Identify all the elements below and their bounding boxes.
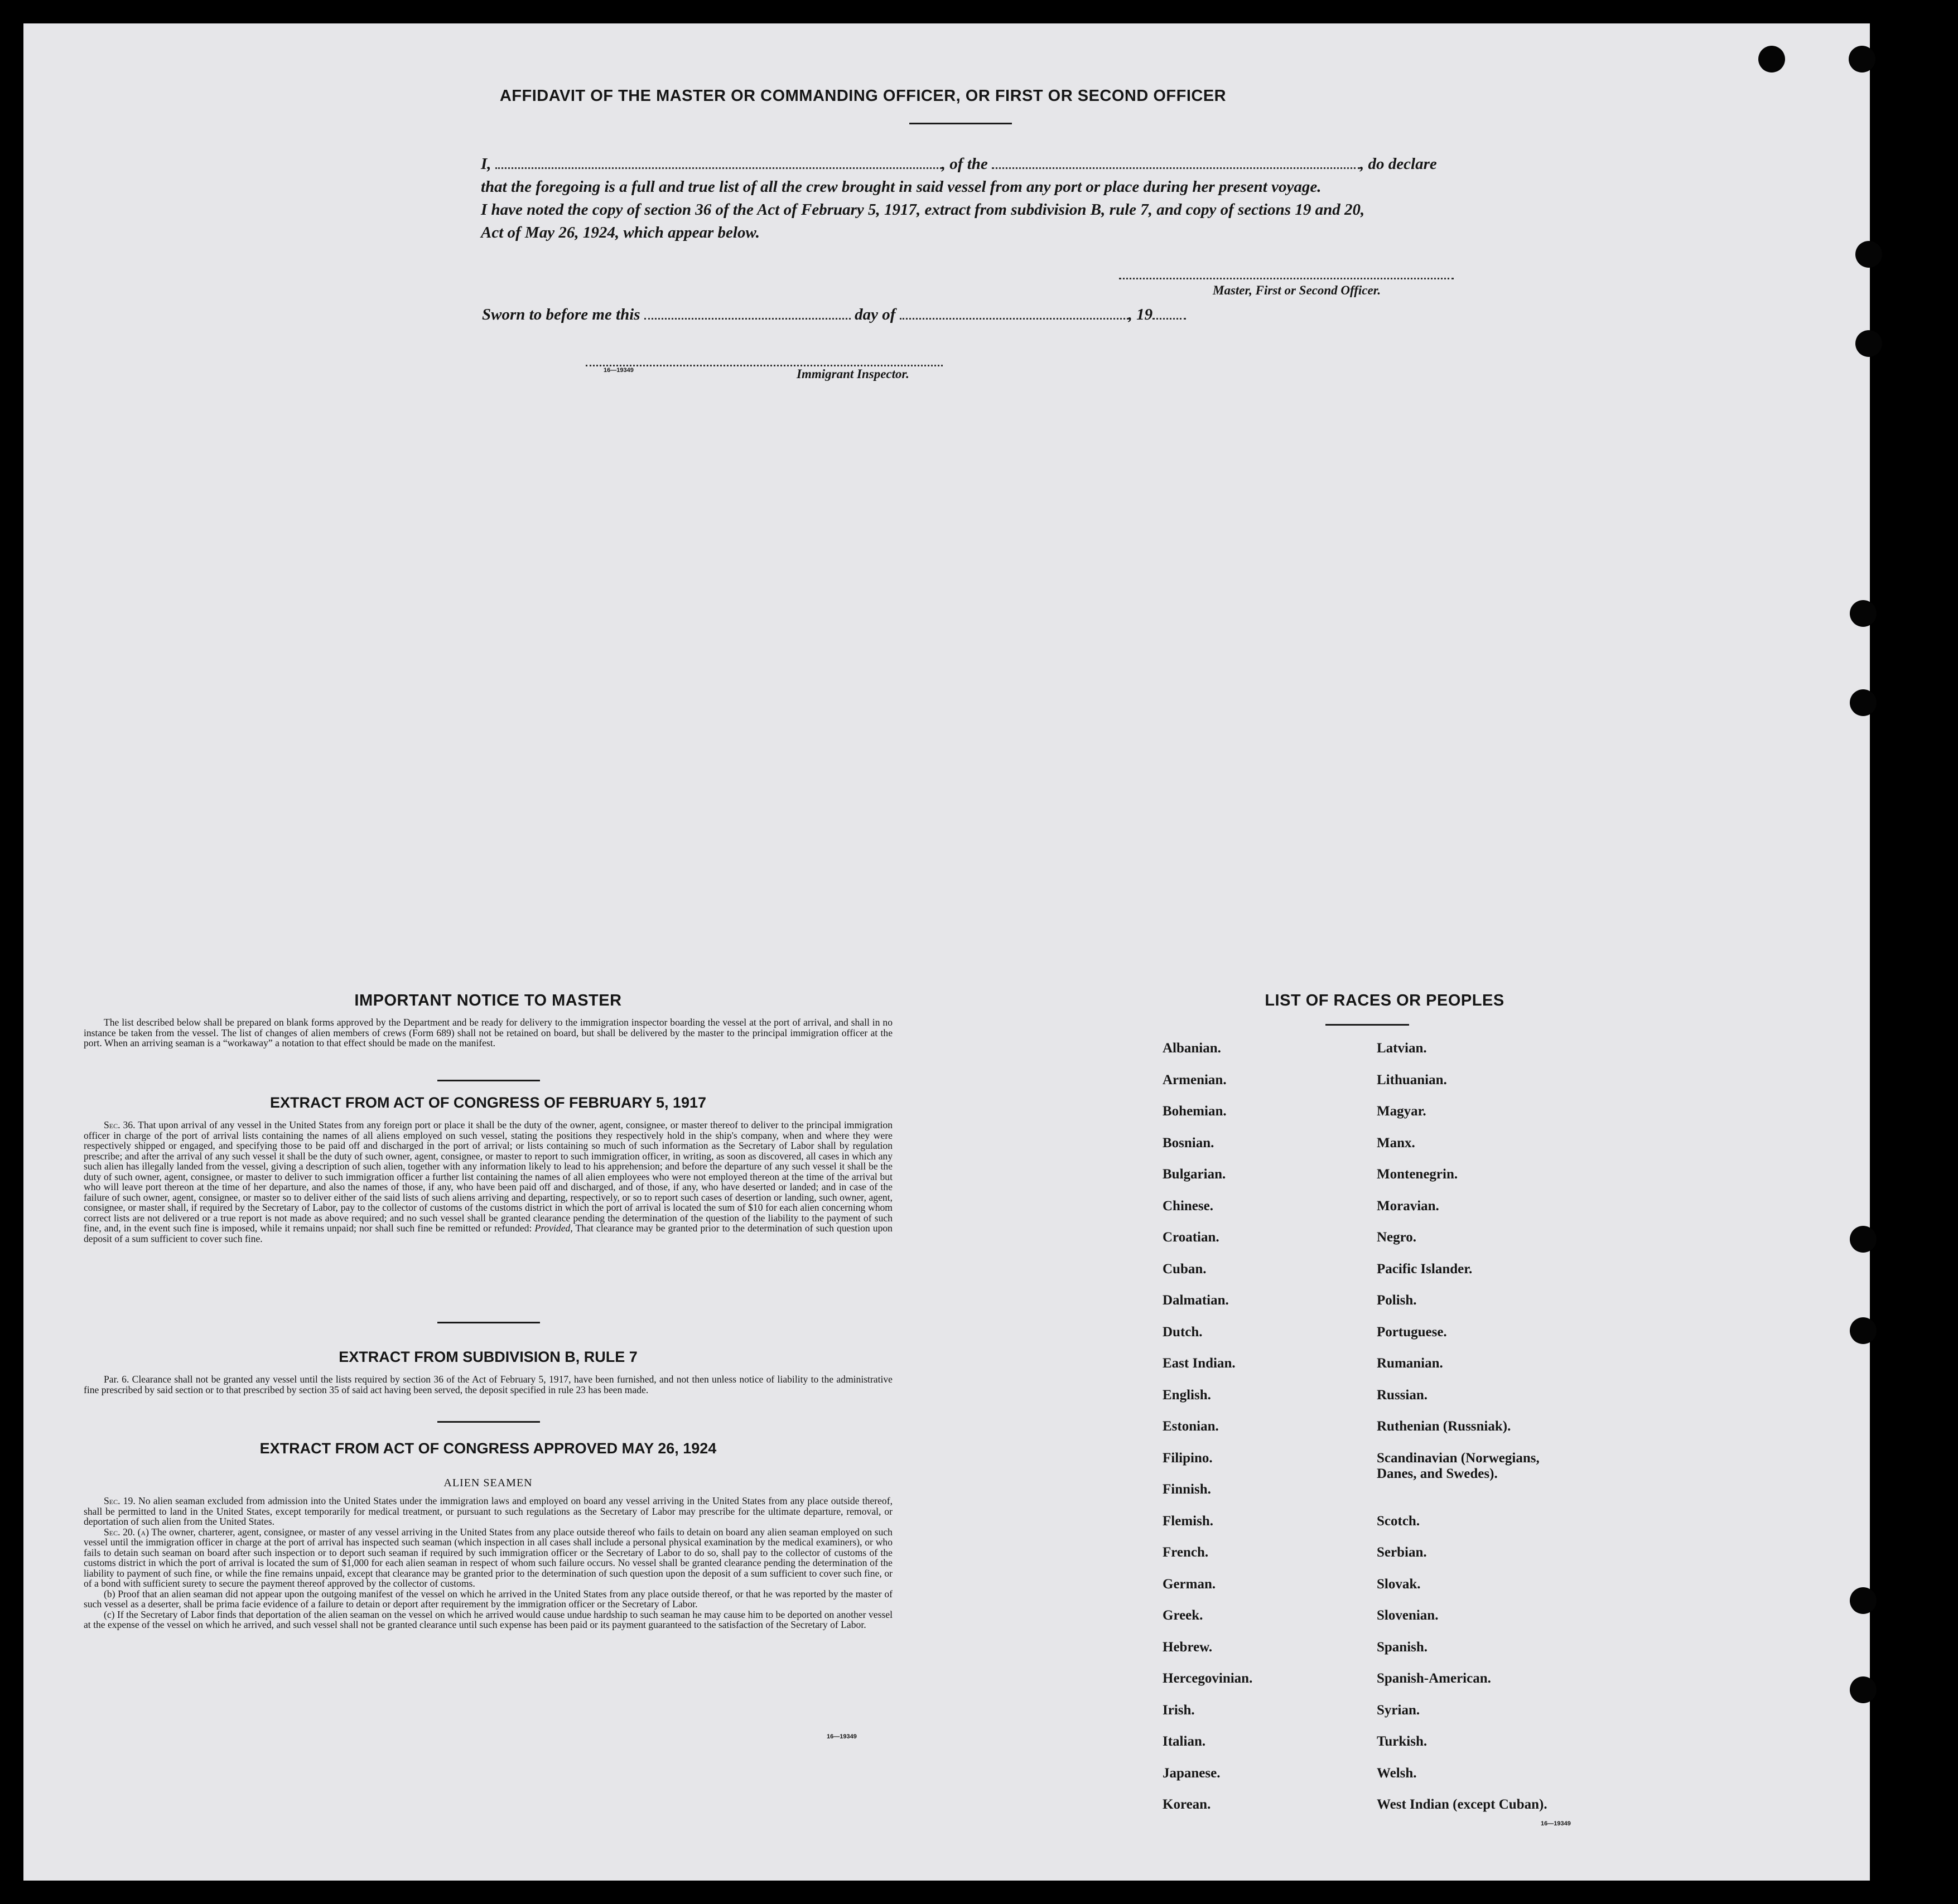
affidavit-line-1 bbox=[481, 153, 1507, 176]
affidavit-do-declare: , do declare bbox=[1360, 155, 1437, 173]
sworn-prefix: Sworn to before me this bbox=[482, 306, 640, 323]
race-item: Manx. bbox=[1377, 1135, 1415, 1151]
punch-hole bbox=[1850, 1676, 1877, 1703]
race-item: Greek. bbox=[1163, 1608, 1203, 1623]
extract-1917-text bbox=[84, 1120, 893, 1244]
race-item: Ruthenian (Russniak). bbox=[1377, 1419, 1511, 1434]
race-item: Rumanian. bbox=[1377, 1356, 1443, 1371]
race-item: Italian. bbox=[1163, 1734, 1206, 1749]
race-item-continued bbox=[1377, 1466, 1547, 1514]
sec-20-label: Sec. 20. (a) bbox=[104, 1526, 149, 1538]
sworn-year-label: , 19 bbox=[1128, 306, 1153, 323]
race-item: Flemish. bbox=[1163, 1513, 1213, 1529]
races-form-number: 16—19349 bbox=[1541, 1820, 1571, 1827]
sec-20b-paragraph: (b) Proof that an alien seaman did not appear upon the outgoing manifest of the vessel on which he arrived in the United States from any place outside thereof, or that he was reported by the master of such vessel as a deserter, shall be prima facie evidence of a failure to detain or deport after requirement by the immigration officer or the Secretary of Labor. bbox=[84, 1588, 893, 1610]
extract-rule7-title: EXTRACT FROM SUBDIVISION B, RULE 7 bbox=[339, 1349, 638, 1365]
extract-1924-title: EXTRACT FROM ACT OF CONGRESS APPROVED MAY 26, 1924 bbox=[259, 1440, 717, 1457]
sec-20c-paragraph: (c) If the Secretary of Labor finds that deportation of the alien seaman on the vessel on which he arrived would cause undue hardship to such seaman he may cause him to be deported on another vessel at the expense of the vessel on which he arrived, and such vessel shall not be granted clearance until such expense has been paid or its payment guaranteed to the satisfaction of the Secretary of Labor. bbox=[84, 1608, 893, 1630]
master-signature-caption: Master, First or Second Officer. bbox=[1213, 283, 1381, 297]
race-item: Slovak. bbox=[1377, 1576, 1421, 1592]
race-item: Bulgarian. bbox=[1163, 1167, 1226, 1182]
race-item: Turkish. bbox=[1377, 1734, 1427, 1749]
title-divider bbox=[909, 123, 1012, 124]
punch-hole bbox=[1850, 600, 1877, 627]
race-item: Irish. bbox=[1163, 1702, 1195, 1718]
race-item: Croatian. bbox=[1163, 1230, 1219, 1245]
sworn-day-blank[interactable] bbox=[644, 317, 851, 320]
sworn-line bbox=[482, 303, 1186, 326]
punch-hole bbox=[1850, 689, 1877, 716]
sec-19-text: No alien seaman excluded from admission into the United States under the immigration laws and employed on board any vessel arriving in the United States from any place outside thereof, shall be permitted to land in the United States, except temporarily for medical treatment, or pursuant to such regulations as the Secretary of Labor may prescribe for the ultimate departure, removal, or deportation of such alien from the United States. bbox=[84, 1495, 893, 1527]
race-item: Dalmatian. bbox=[1163, 1293, 1229, 1308]
affidavit-body bbox=[481, 153, 1507, 244]
extract-1924-text bbox=[84, 1496, 893, 1630]
sec-36-proviso-label: Provided, bbox=[534, 1222, 573, 1234]
sworn-day-label: day of bbox=[855, 306, 896, 323]
punch-hole bbox=[1855, 330, 1882, 357]
race-item: Albanian. bbox=[1163, 1041, 1221, 1056]
races-right-column bbox=[1377, 1041, 1547, 1829]
sworn-month-blank[interactable] bbox=[900, 317, 1128, 320]
race-item: Magyar. bbox=[1377, 1104, 1426, 1119]
race-item: Slovenian. bbox=[1377, 1608, 1439, 1623]
race-item: Bohemian. bbox=[1163, 1104, 1227, 1119]
affidavit-title: AFFIDAVIT OF THE MASTER OR COMMANDING OFFICER, OR FIRST OR SECOND OFFICER bbox=[499, 87, 1227, 105]
race-item: Hebrew. bbox=[1163, 1639, 1213, 1655]
affidavit-of-the: , of the bbox=[941, 155, 988, 173]
race-item: Dutch. bbox=[1163, 1324, 1203, 1340]
race-item: English. bbox=[1163, 1387, 1211, 1403]
extract-rule7-text bbox=[84, 1374, 893, 1395]
race-item: Pacific Islander. bbox=[1377, 1261, 1473, 1277]
alien-seamen-heading: ALIEN SEAMEN bbox=[443, 1477, 533, 1489]
rule7-paragraph: Par. 6. Clearance shall not be granted any vessel until the lists required by section 36 of the Act of February 5, 1917, have been furnished, and not then unless notice of liability to the administrative fine prescribed by said section or to that prescribed by section 35 of said act having been served, the deposit specified in rule 23 has been made. bbox=[84, 1374, 893, 1395]
notice-divider bbox=[437, 1080, 540, 1081]
affidavit-line-4: Act of May 26, 1924, which appear below. bbox=[481, 224, 760, 241]
punch-hole bbox=[1850, 1317, 1877, 1344]
race-item: Hercegovinian. bbox=[1163, 1671, 1253, 1686]
race-item: East Indian. bbox=[1163, 1356, 1236, 1371]
races-left-column bbox=[1163, 1041, 1252, 1829]
race-item: Serbian. bbox=[1377, 1545, 1427, 1560]
sec-19-label: Sec. 19. bbox=[104, 1495, 136, 1506]
race-item: Filipino. bbox=[1163, 1450, 1213, 1466]
notice-text bbox=[84, 1017, 893, 1048]
extract-1917-title: EXTRACT FROM ACT OF CONGRESS OF FEBRUARY 5, 1917 bbox=[269, 1094, 707, 1111]
race-item: Negro. bbox=[1377, 1230, 1417, 1245]
rule7-divider bbox=[437, 1421, 540, 1423]
sworn-year-blank[interactable] bbox=[1152, 317, 1186, 320]
race-item: Scandinavian (Norwegians, bbox=[1377, 1450, 1540, 1466]
races-title: LIST OF RACES OR PEOPLES bbox=[1265, 992, 1504, 1009]
inspector-signature-line[interactable] bbox=[586, 365, 943, 366]
race-item: Latvian. bbox=[1377, 1041, 1427, 1056]
extract-1917-divider bbox=[437, 1322, 540, 1323]
race-item: German. bbox=[1163, 1576, 1216, 1592]
sec-36-proviso-text: That clearance may be granted prior to the determination of such question upon deposit of a sum sufficient to cover such fine. bbox=[84, 1222, 893, 1244]
name-blank[interactable] bbox=[495, 166, 942, 169]
master-signature-line[interactable] bbox=[1119, 278, 1454, 279]
punch-hole bbox=[1850, 1587, 1877, 1614]
punch-hole bbox=[1758, 46, 1785, 73]
race-item: Polish. bbox=[1377, 1293, 1417, 1308]
inspector-caption: Immigrant Inspector. bbox=[797, 367, 909, 381]
affidavit-line-3: I have noted the copy of section 36 of the Act of February 5, 1917, extract from subdivision B, rule 7, and copy of sections 19 and 20, bbox=[481, 201, 1365, 219]
punch-hole bbox=[1855, 241, 1882, 268]
sec-20a-paragraph bbox=[84, 1527, 893, 1589]
race-item: Moravian. bbox=[1377, 1198, 1439, 1214]
race-item: Welsh. bbox=[1377, 1765, 1417, 1781]
sec-36-label: Sec. 36. bbox=[104, 1119, 136, 1130]
notice-title: IMPORTANT NOTICE TO MASTER bbox=[354, 992, 622, 1009]
punch-hole bbox=[1850, 1226, 1877, 1253]
race-item: Lithuanian. bbox=[1377, 1072, 1447, 1088]
race-item: Estonian. bbox=[1163, 1419, 1219, 1434]
races-divider bbox=[1325, 1024, 1409, 1026]
affidavit-i: I, bbox=[481, 155, 491, 173]
vessel-blank[interactable] bbox=[992, 166, 1360, 169]
race-item: Japanese. bbox=[1163, 1765, 1221, 1781]
document-page bbox=[23, 23, 1870, 1881]
race-item-continuation: Danes, and Swedes). bbox=[1377, 1466, 1498, 1481]
race-item: Scotch. bbox=[1377, 1513, 1420, 1529]
notice-paragraph: The list described below shall be prepared on blank forms approved by the Department and be ready for delivery to the immigration inspector boarding the vessel at the port of arrival, and shall in no instance be taken from the vessel. The list of changes of alien members of crews (Form 689) shall not be retained on board, but shall be delivered by the master to the principal immigration officer at the port. When an arriving seaman is a “workaway” a notation to that effect should be made on the manifest. bbox=[84, 1017, 893, 1048]
race-item: Portuguese. bbox=[1377, 1324, 1447, 1340]
sec-36-text: That upon arrival of any vessel in the United States from any foreign port or place it shall be the duty of the owner, agent, consignee, or master thereof to deliver to the principal immigration officer in charge of the port of arrival lists containing the names of all aliens employed on such vessel, stating the positions they respectively hold in the ship's company, when and where they were respectively shipped or engaged, and specifying those to be paid off and discharged in the port of arrival; or lists containing so much of such information as the Secretary of Labor shall by regulation prescribe; and after the arrival of any such vessel it shall be the duty of such owner, agent, consignee, or master to report to such immigration officer, in writing, as soon as discovered, all cases in which any such alien has illegally landed from the vessel, giving a description of such alien, together with any information likely to lead to his apprehension; and before the departure of any such vessel it shall be the duty of such owner, agent, consignee, or master to deliver to such immigration officer a further list containing the names of all alien employees who were not employed thereon at the time of the arrival but who will leave port thereon at the time of her departure, and also the names of those, if any, who have been paid off and discharged, and of those, if any, who have deserted or landed; and in case of the failure of such owner, agent, consignee, or master so to deliver either of the said lists of such aliens arriving and departing, respectively, or so to report such cases of desertion or landing, such owner, agent, consignee, or master shall, if required by the Secretary of Labor, pay to the collector of customs of the customs district in which the port of arrival is located the sum of $10 for each alien concerning whom correct lists are not delivered or a true report is not made as above required; and no such vessel shall be granted clearance pending the determination of the question of the liability to the payment of such fine, and, in the event such fine is imposed, while it remains unpaid; nor shall such fine be remitted or refunded: bbox=[84, 1119, 893, 1234]
race-item: French. bbox=[1163, 1545, 1209, 1560]
race-item: Armenian. bbox=[1163, 1072, 1227, 1088]
race-item: Russian. bbox=[1377, 1387, 1428, 1403]
race-item: Finnish. bbox=[1163, 1482, 1211, 1497]
sec-20a-text: The owner, charterer, agent, consignee, or master of any vessel arriving in the United States from any place outside thereof who fails to detain on board any alien seaman employed on such vessel until the immigration officer in charge at the port of arrival has inspected such seaman (which inspection in all cases shall include a personal physical examination by the medical examiners), or who fails to detain such seaman on board after such inspection or to deport such seaman if required by such immigration officer or the Secretary of Labor to do so, shall pay to the collector of customs of the customs district in which the port of arrival is located the sum of $1,000 for each alien seaman in respect of whom such failure occurs. No vessel shall be granted clearance pending the determination of the liability to payment of such fine, or while the fine remains unpaid, except that clearance may be granted prior to the determination of such question upon the deposit of a sum sufficient to cover such fine, or of a bond with sufficient surety to secure the payment thereof approved by the collector of customs. bbox=[84, 1526, 893, 1589]
punch-hole bbox=[1849, 46, 1875, 73]
race-item: Syrian. bbox=[1377, 1702, 1420, 1718]
affidavit-form-number: 16—19349 bbox=[604, 367, 634, 374]
race-item: Cuban. bbox=[1163, 1261, 1207, 1277]
race-item: Bosnian. bbox=[1163, 1135, 1214, 1151]
race-item: Chinese. bbox=[1163, 1198, 1213, 1214]
race-item: Spanish. bbox=[1377, 1639, 1428, 1655]
race-item: West Indian (except Cuban). bbox=[1377, 1797, 1547, 1812]
race-item: Spanish-American. bbox=[1377, 1671, 1491, 1686]
affidavit-line-2: that the foregoing is a full and true list of all the crew brought in said vessel from any port or place during her present voyage. bbox=[481, 178, 1322, 196]
race-item: Korean. bbox=[1163, 1797, 1211, 1812]
race-item: Montenegrin. bbox=[1377, 1167, 1458, 1182]
sec-36-paragraph bbox=[84, 1120, 893, 1244]
extract-form-number: 16—19349 bbox=[827, 1733, 857, 1740]
sec-19-paragraph bbox=[84, 1496, 893, 1527]
